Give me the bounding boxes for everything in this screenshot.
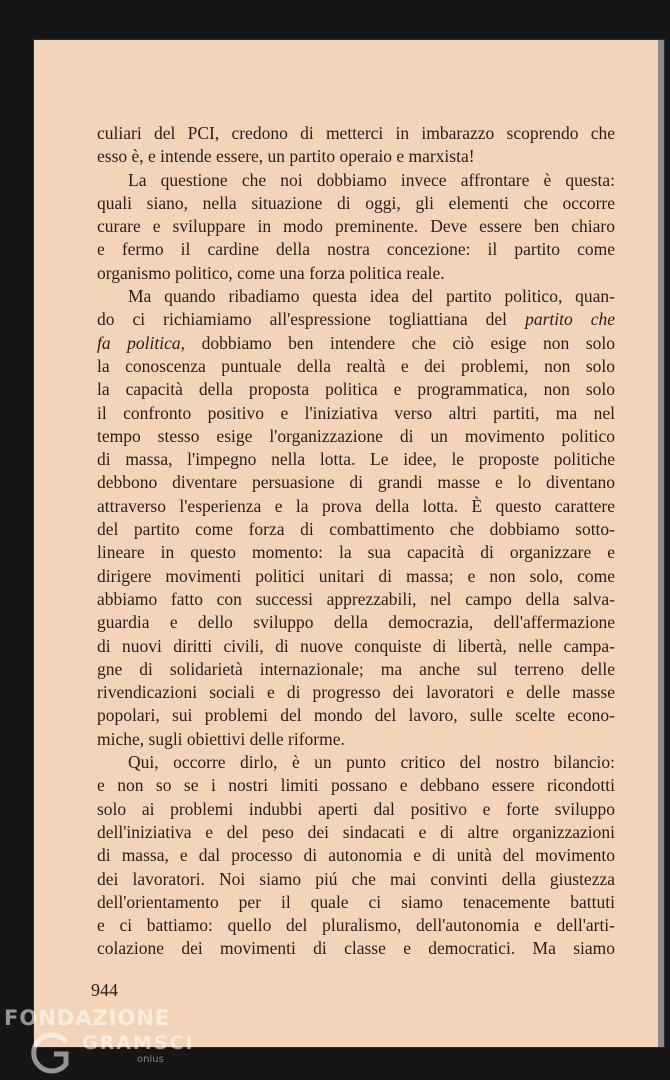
watermark bbox=[4, 1006, 204, 1078]
text-line: tempo stesso esige l'organizzazione di un movimento politico bbox=[97, 425, 615, 446]
text-line-mixed bbox=[97, 308, 615, 331]
text-line: curare e sviluppare in modo preminente. Deve essere ben chiaro bbox=[97, 216, 615, 237]
italic-phrase: fa politica, bbox=[97, 332, 186, 353]
text-line: La questione che noi dobbiamo invece affrontare è questa: bbox=[128, 169, 615, 190]
text-line: colazione dei movimenti di classe e democratici. Ma siamo bbox=[97, 938, 615, 959]
text-line: di nuovi diritti civili, di nuove conquiste di libertà, nelle campa- bbox=[97, 635, 615, 656]
text-line: e fermo il cardine della nostra concezione: il partito come bbox=[97, 239, 615, 260]
text-line: la capacità della proposta politica e programmatica, non solo bbox=[97, 379, 615, 400]
text-line: e non so se i nostri limiti possano e debbano essere ricondotti bbox=[97, 775, 615, 796]
text-line: attraverso l'esperienza e la prova della lotta. È questo carattere bbox=[97, 495, 615, 516]
text-line: Ma quando ribadiamo questa idea del partito politico, quan- bbox=[128, 286, 615, 307]
text-line: e ci battiamo: quello del pluralismo, dell'autonomia e dell'arti- bbox=[97, 915, 615, 936]
text-line: debbono diventare persuasione di grandi masse e lo diventano bbox=[97, 472, 615, 493]
book-page bbox=[34, 40, 664, 1047]
text-line: di massa, e dal processo di autonomia e di unità del movimento bbox=[97, 845, 615, 866]
text-line: dirigere movimenti politici unitari di massa; e non solo, come bbox=[97, 565, 615, 586]
gramsci-logo-icon bbox=[26, 1030, 76, 1076]
watermark-suffix: onlus bbox=[137, 1054, 164, 1065]
text-line: dell'orientamento per il quale ci siamo tenacemente battuti bbox=[97, 891, 615, 912]
text-line: rivendicazioni sociali e di progresso dei lavoratori e delle masse bbox=[97, 682, 615, 703]
body-text bbox=[97, 122, 615, 961]
text-line: dell'iniziativa e del peso dei sindacati e di altre organizzazioni bbox=[97, 821, 615, 842]
text-line: la conoscenza puntuale della realtà e dei problemi, non solo bbox=[97, 355, 615, 376]
text-line: il confronto positivo e l'iniziativa verso altri partiti, ma nel bbox=[97, 402, 615, 423]
text-line: dei lavoratori. Noi siamo piú che mai convinti della giustezza bbox=[97, 868, 615, 889]
text-line: solo ai problemi indubbi aperti dal positivo e forte sviluppo bbox=[97, 798, 615, 819]
page-edge bbox=[658, 40, 664, 1047]
text-line: esso è, e intende essere, un partito operaio e marxista! bbox=[97, 146, 475, 167]
italic-phrase: partito che bbox=[525, 309, 616, 330]
text-line: del partito come forza di combattimento che dobbiamo sotto- bbox=[97, 519, 615, 540]
text-line: culiari del PCI, credono di metterci in imbarazzo scoprendo che bbox=[97, 123, 615, 143]
text-line: lineare in questo momento: la sua capacità di organizzare e bbox=[97, 542, 615, 563]
text-fragment: dobbiamo ben intendere che ciò esige non solo bbox=[201, 332, 616, 353]
text-line: di massa, l'impegno nella lotta. Le idee, le proposte politiche bbox=[97, 449, 615, 470]
text-line-mixed bbox=[97, 332, 615, 355]
text-fragment: do ci richiamiamo all'espressione togliattiana del bbox=[97, 309, 508, 330]
text-line: abbiamo fatto con successi apprezzabili, nel campo della salva- bbox=[97, 588, 615, 609]
text-line: popolari, sui problemi del mondo del lavoro, sulle scelte econo- bbox=[97, 705, 615, 726]
text-line: Qui, occorre dirlo, è un punto critico del nostro bilancio: bbox=[128, 752, 615, 773]
text-line: quali siano, nella situazione di oggi, gli elementi che occorre bbox=[97, 192, 615, 213]
text-line: gne di solidarietà internazionale; ma anche sul terreno delle bbox=[97, 658, 615, 679]
page-number: 944 bbox=[91, 980, 118, 1000]
watermark-subtitle: GRAMSCI bbox=[82, 1032, 195, 1054]
text-line: organismo politico, come una forza politica reale. bbox=[97, 262, 445, 283]
watermark-title: FONDAZIONE bbox=[4, 1006, 171, 1030]
text-line: guardia e dello sviluppo della democrazia, dell'affermazione bbox=[97, 612, 615, 633]
text-line: miche, sugli obiettivi delle riforme. bbox=[97, 728, 345, 749]
